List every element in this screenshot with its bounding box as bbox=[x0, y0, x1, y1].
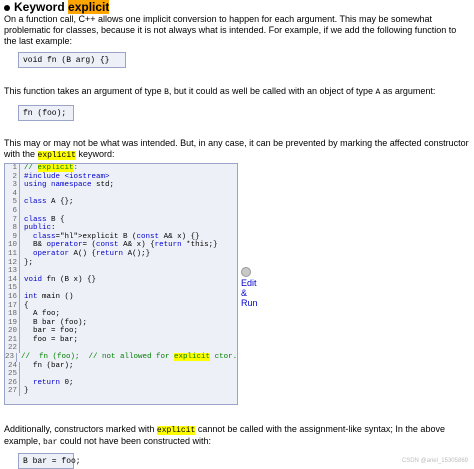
edit-run-link[interactable]: Edit & Run bbox=[241, 267, 263, 308]
code-listing bbox=[4, 163, 238, 405]
code-text bbox=[20, 207, 24, 216]
line-number: 6 bbox=[5, 207, 20, 216]
code-text: return 0; bbox=[33, 378, 74, 387]
code-text: }; bbox=[24, 258, 34, 267]
code-line bbox=[5, 353, 237, 362]
code-line bbox=[5, 344, 237, 353]
paragraph-additionally: Additionally, constructors marked with explicit cannot be called with the assignment-like syntax; In the above example, bar could not have been constructed with: bbox=[4, 424, 445, 447]
code-line bbox=[5, 319, 237, 328]
line-number: 11 bbox=[5, 250, 20, 259]
code-line bbox=[5, 259, 237, 268]
line-number: 19 bbox=[5, 319, 20, 328]
code-line bbox=[5, 276, 237, 285]
line-number: 15 bbox=[5, 284, 20, 293]
line-number: 10 bbox=[5, 241, 20, 250]
code-line bbox=[5, 164, 237, 173]
line-number: 5 bbox=[5, 198, 20, 207]
code-line bbox=[5, 370, 237, 379]
line-number: 17 bbox=[5, 302, 20, 311]
code-line bbox=[5, 241, 237, 250]
line-number: 18 bbox=[5, 310, 20, 319]
line-number: 26 bbox=[5, 379, 20, 388]
line-number: 23 bbox=[5, 353, 17, 362]
line-number: 2 bbox=[5, 173, 20, 182]
code-text: B bar (foo); bbox=[24, 318, 88, 327]
code-text: B& operator= (const A& x) {return *this;} bbox=[24, 241, 218, 250]
code-example-call: fn (foo); bbox=[18, 105, 74, 121]
code-line bbox=[5, 181, 237, 190]
line-number: 9 bbox=[5, 233, 20, 242]
code-line bbox=[5, 190, 237, 199]
section-heading: Keyword explicit bbox=[4, 0, 109, 14]
code-text: int main () bbox=[24, 292, 74, 301]
line-number: 20 bbox=[5, 327, 20, 336]
code-text: void fn (B x) {} bbox=[24, 275, 97, 284]
heading-keyword: explicit bbox=[68, 0, 110, 14]
code-line bbox=[5, 233, 237, 242]
line-number: 14 bbox=[5, 276, 20, 285]
line-number: 25 bbox=[5, 370, 20, 379]
line-number: 4 bbox=[5, 190, 20, 199]
line-number: 13 bbox=[5, 267, 20, 276]
watermark: CSDN @ariel_15305869 bbox=[401, 458, 468, 464]
code-example-assignment: B bar = foo; bbox=[18, 453, 74, 469]
code-line bbox=[5, 216, 237, 225]
code-line bbox=[5, 379, 237, 388]
code-text: // fn (foo); // not allowed for explicit ctor. bbox=[21, 353, 238, 362]
code-text: foo = bar; bbox=[24, 335, 79, 344]
code-line bbox=[5, 250, 237, 259]
line-number: 27 bbox=[5, 387, 20, 396]
code-text: using namespace std; bbox=[24, 181, 115, 190]
code-text bbox=[20, 344, 24, 353]
code-text bbox=[20, 284, 24, 293]
line-number: 12 bbox=[5, 259, 20, 268]
code-text: public: bbox=[24, 224, 56, 233]
code-line bbox=[5, 267, 237, 276]
line-number: 7 bbox=[5, 216, 20, 225]
code-text: operator A() {return A();} bbox=[33, 249, 151, 258]
code-text bbox=[20, 190, 24, 199]
code-text: { bbox=[24, 301, 29, 310]
code-line bbox=[5, 302, 237, 311]
code-text: // explicit: bbox=[24, 164, 79, 172]
code-line bbox=[5, 207, 237, 216]
code-line bbox=[5, 173, 237, 182]
code-line bbox=[5, 224, 237, 233]
code-text: A foo; bbox=[24, 310, 61, 319]
paragraph-intro: On a function call, C++ allows one implicit conversion to happen for each argument. This may be somewhat problematic for classes, because it is not always what is intended. For example, if we add the following function to the last example: bbox=[4, 14, 457, 46]
code-line bbox=[5, 284, 237, 293]
code-text: fn (bar); bbox=[24, 361, 74, 370]
line-number: 3 bbox=[5, 181, 20, 190]
code-text: class B { bbox=[24, 215, 65, 224]
line-number: 16 bbox=[5, 293, 20, 302]
line-number: 24 bbox=[5, 362, 20, 371]
code-text: class="hl">explicit B (const A& x) {} bbox=[33, 232, 200, 241]
line-number: 1 bbox=[5, 164, 20, 173]
paragraph-function-desc: This function takes an argument of type B, but it could as well be called with an object of type A as argument: bbox=[4, 86, 436, 97]
code-text: class A {}; bbox=[24, 198, 74, 207]
bullet-icon bbox=[4, 5, 10, 11]
code-text bbox=[20, 370, 24, 379]
code-text: bar = foo; bbox=[24, 327, 79, 336]
code-text: #include <iostream> bbox=[24, 172, 110, 181]
code-line bbox=[5, 198, 237, 207]
line-number: 22 bbox=[5, 344, 20, 353]
code-line bbox=[5, 362, 237, 371]
code-line bbox=[5, 327, 237, 336]
line-number: 8 bbox=[5, 224, 20, 233]
code-line bbox=[5, 387, 237, 396]
line-number: 21 bbox=[5, 336, 20, 345]
paragraph-prevent: This may or may not be what was intended. But, in any case, it can be prevented by marking the affected constructor with the explicit keyword: bbox=[4, 138, 469, 160]
code-text: } bbox=[24, 387, 29, 396]
code-line bbox=[5, 310, 237, 319]
code-line bbox=[5, 293, 237, 302]
run-icon bbox=[241, 267, 251, 277]
code-line bbox=[5, 336, 237, 345]
code-text bbox=[20, 267, 24, 276]
code-example-fn-decl: void fn (B arg) {} bbox=[18, 52, 126, 68]
